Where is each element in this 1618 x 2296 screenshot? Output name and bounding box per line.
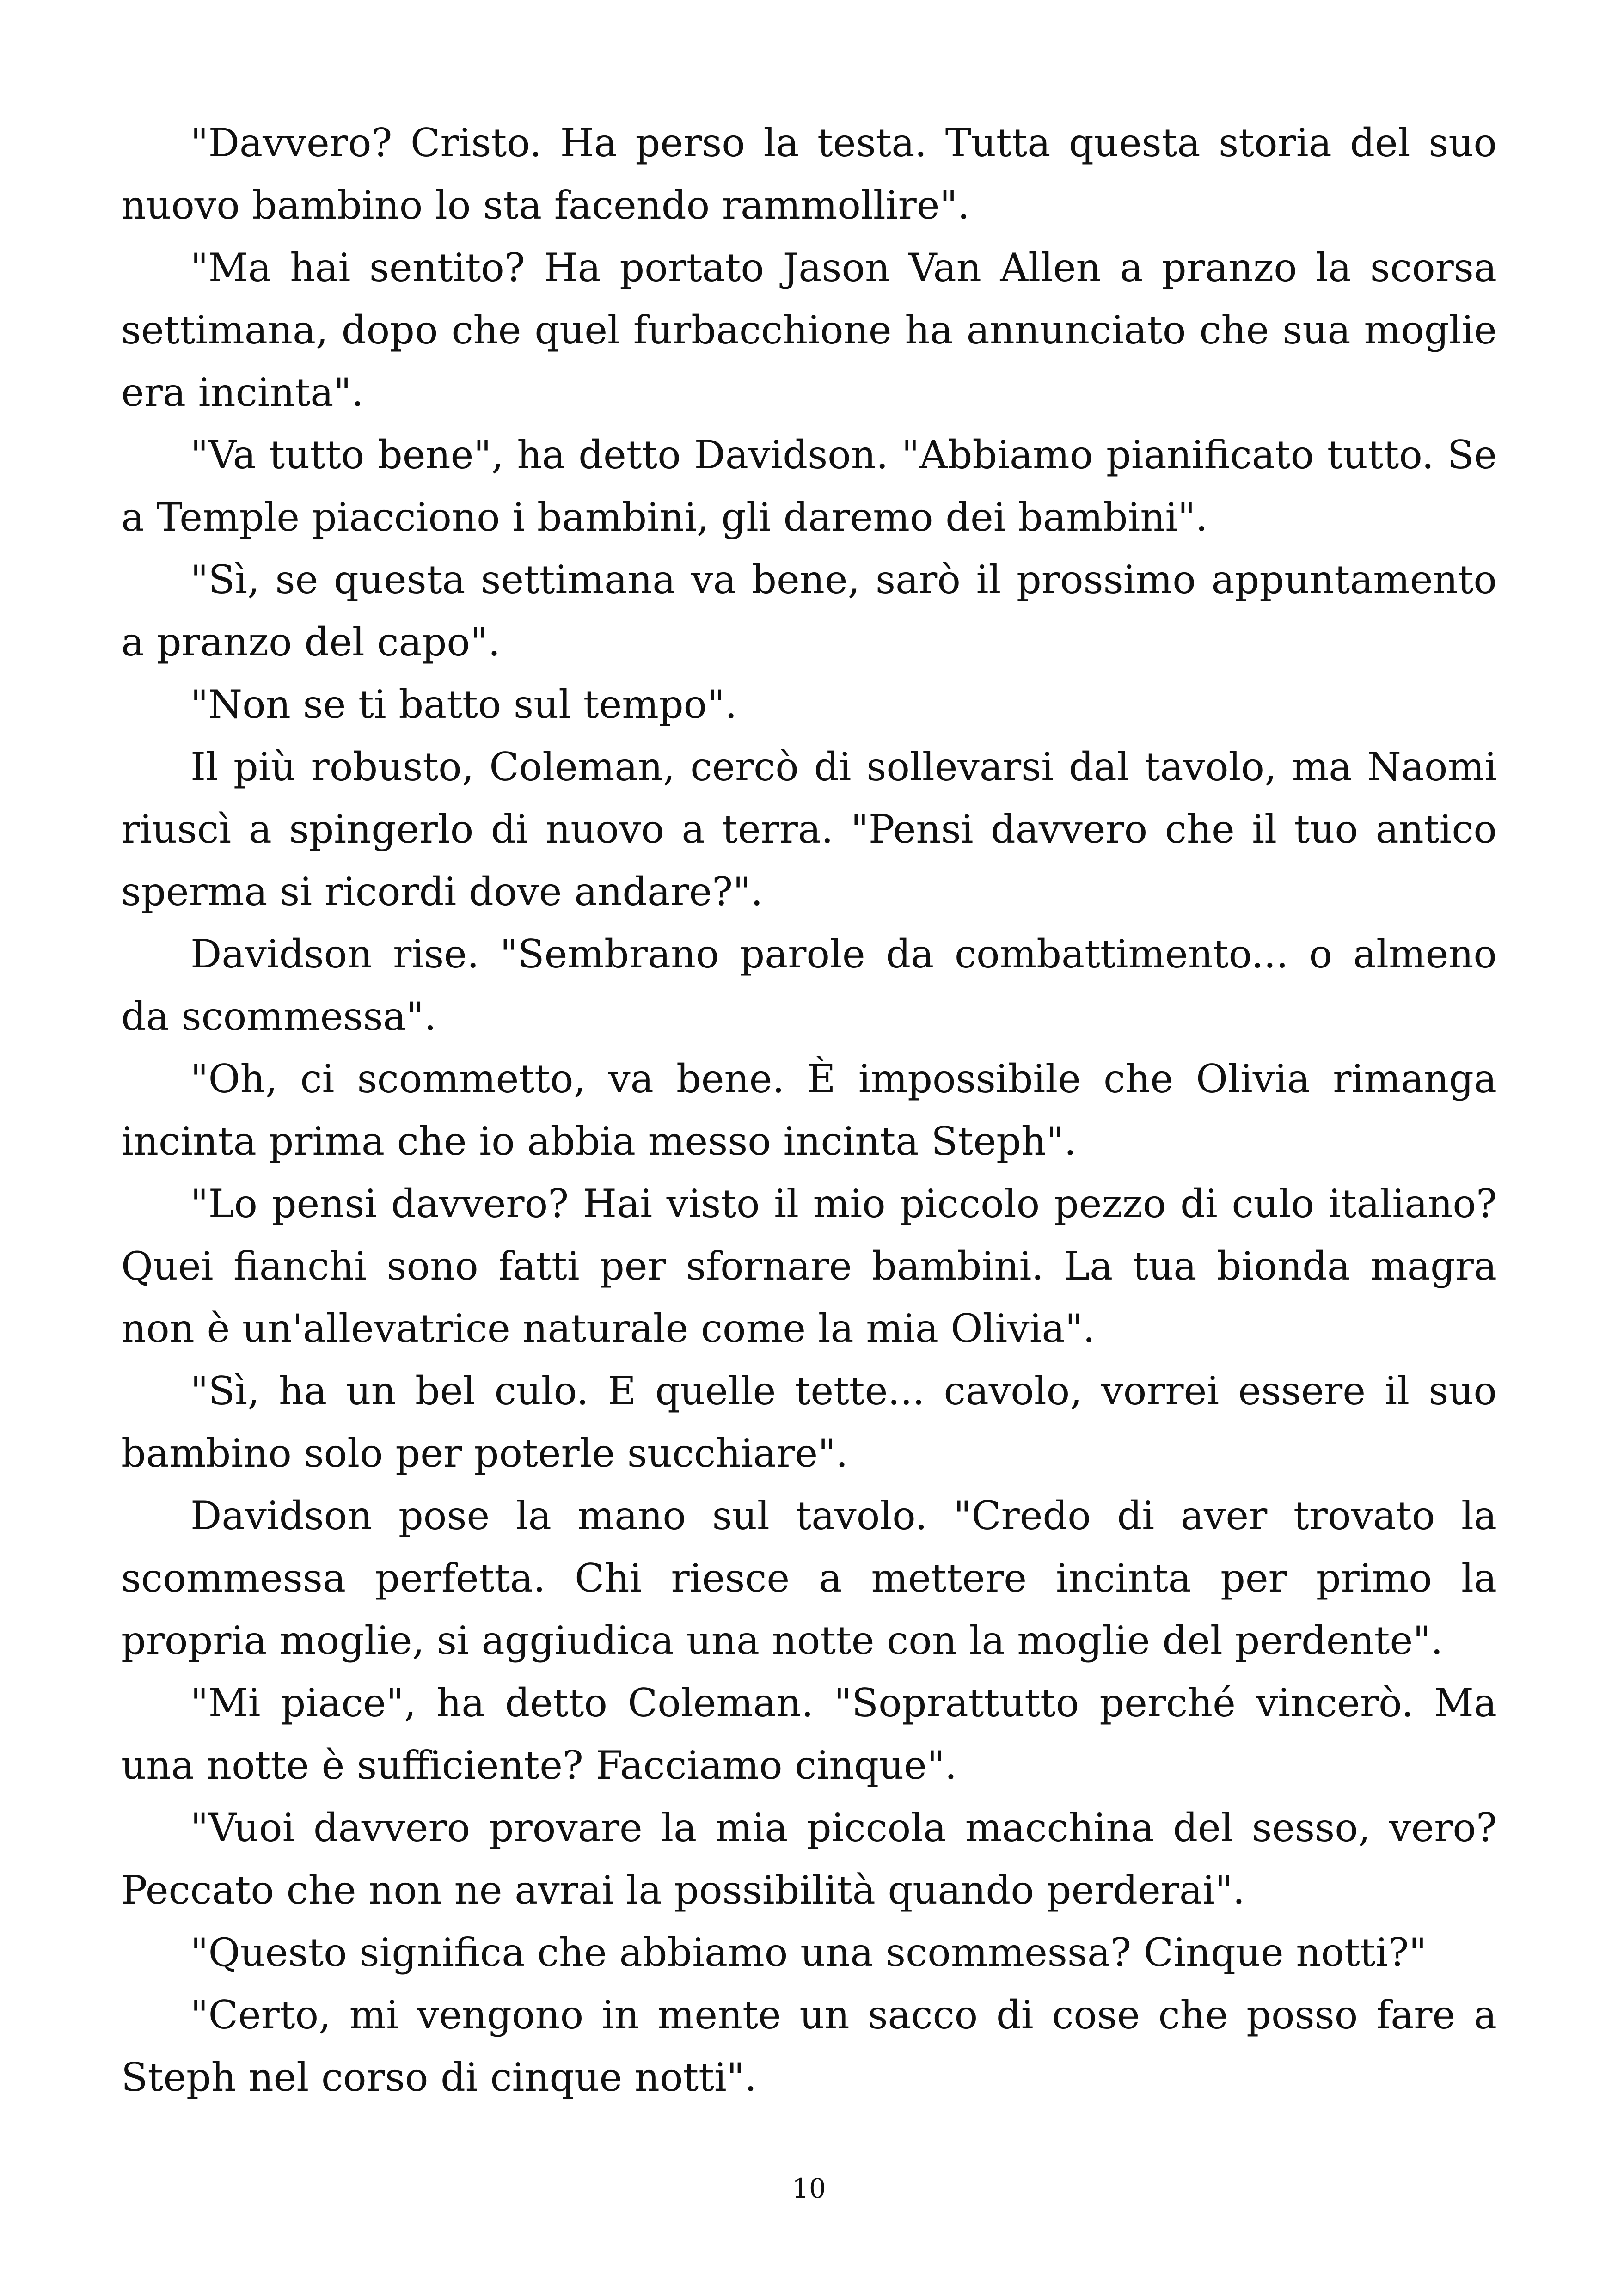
paragraph: "Ma hai sentito? Ha portato Jason Van Allen a pranzo la scorsa settimana, dopo che quel furbacchione ha annunciato che sua moglie era incinta".	[121, 245, 1497, 415]
paragraph: Davidson rise. "Sembrano parole da combattimento... o almeno da scommessa".	[121, 931, 1497, 1039]
paragraph: "Lo pensi davvero? Hai visto il mio piccolo pezzo di culo italiano? Quei fianchi sono fatti per sfornare bambini. La tua bionda magra non è un'allevatrice naturale come la mia Olivia".	[121, 1181, 1497, 1351]
paragraph: "Oh, ci scommetto, va bene. È impossibile che Olivia rimanga incinta prima che io abbia messo incinta Steph".	[121, 1056, 1497, 1164]
paragraph: "Davvero? Cristo. Ha perso la testa. Tutta questa storia del suo nuovo bambino lo sta facendo rammollire".	[121, 120, 1497, 228]
paragraph: "Vuoi davvero provare la mia piccola macchina del sesso, vero? Peccato che non ne avrai la possibilità quando perderai".	[121, 1805, 1497, 1913]
paragraph: "Sì, se questa settimana va bene, sarò il prossimo appuntamento a pranzo del capo".	[121, 557, 1497, 665]
paragraph: "Non se ti batto sul tempo".	[190, 682, 737, 727]
paragraph: "Questo significa che abbiamo una scommessa? Cinque notti?"	[190, 1930, 1427, 1975]
paragraph: Il più robusto, Coleman, cercò di sollevarsi dal tavolo, ma Naomi riuscì a spingerlo di nuovo a terra. "Pensi davvero che il tuo antico sperma si ricordi dove andare?".	[121, 744, 1497, 914]
paragraph: "Sì, ha un bel culo. E quelle tette... cavolo, vorrei essere il suo bambino solo per poterle succhiare".	[121, 1368, 1497, 1476]
paragraph: "Mi piace", ha detto Coleman. "Soprattutto perché vincerò. Ma una notte è sufficiente? Facciamo cinque".	[121, 1680, 1497, 1788]
page-number: 10	[792, 2173, 826, 2204]
paragraph: "Certo, mi vengono in mente un sacco di cose che posso fare a Steph nel corso di cinque notti".	[121, 1992, 1497, 2100]
body-text	[121, 112, 1497, 2109]
paragraph: Davidson pose la mano sul tavolo. "Credo di aver trovato la scommessa perfetta. Chi riesce a mettere incinta per primo la propria moglie, si aggiudica una notte con la moglie del perdente".	[121, 1493, 1497, 1663]
paragraph: "Va tutto bene", ha detto Davidson. "Abbiamo pianificato tutto. Se a Temple piacciono i bambini, gli daremo dei bambini".	[121, 432, 1497, 540]
